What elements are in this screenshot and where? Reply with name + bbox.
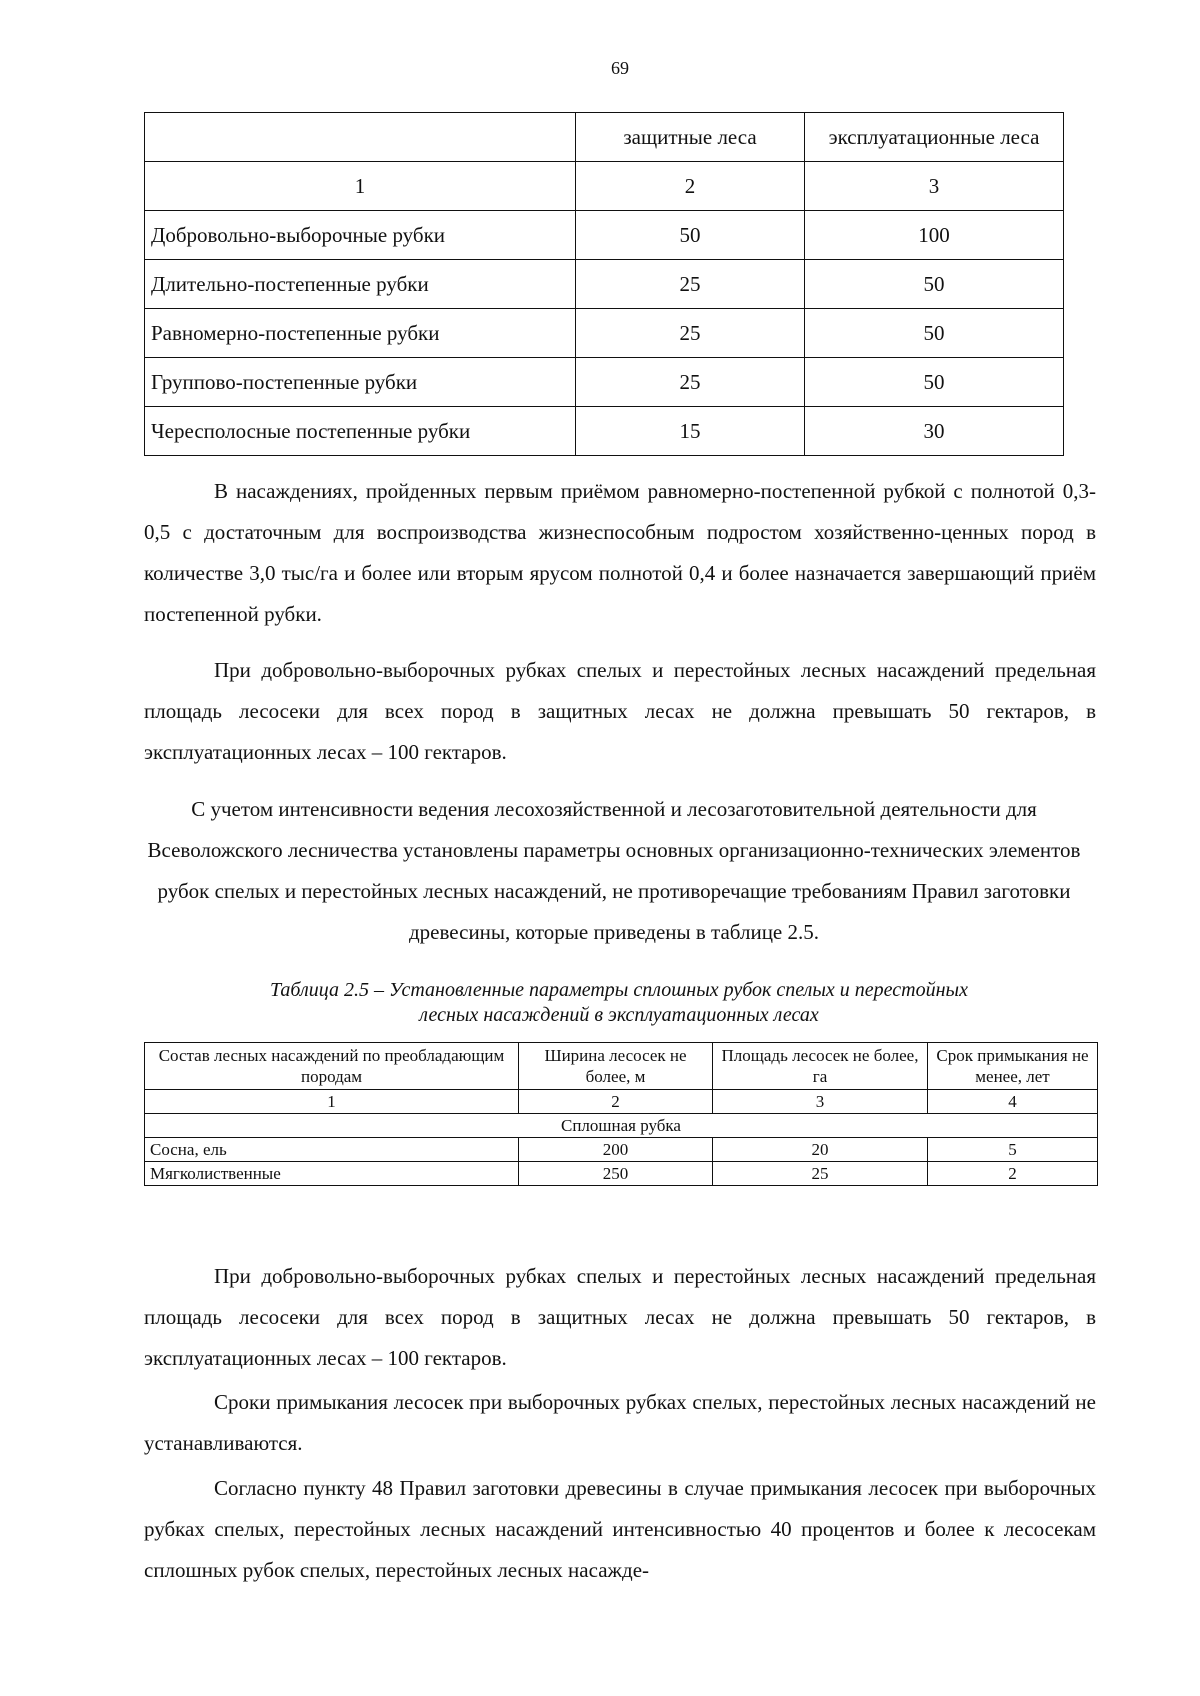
table-cell: 2 <box>576 162 805 211</box>
table-cell: Длительно-постепенные рубки <box>145 260 576 309</box>
caption-line: лесных насаждений в эксплуатационных лесах <box>419 1004 819 1026</box>
table-column-number-row <box>145 1090 1098 1114</box>
table-row <box>145 358 1064 407</box>
body-paragraph: При добровольно-выборочных рубках спелых и перестойных лесных насаждений предельная площадь лесосеки для всех пород в защитных лесах не должна превышать 50 гектаров, в эксплуатационных лесах – 100 гектаров. <box>144 658 1096 764</box>
table-cell: Равномерно-постепенные рубки <box>145 309 576 358</box>
table-cell: 100 <box>805 211 1064 260</box>
table-cell: 50 <box>805 260 1064 309</box>
table-header-cell: эксплуатационные леса <box>805 113 1064 162</box>
table-cell: Мягколиственные <box>145 1162 519 1186</box>
clearcut-parameters-table <box>144 1042 1098 1186</box>
table-cell: Сосна, ель <box>145 1138 519 1162</box>
table-cell: Группово-постепенные рубки <box>145 358 576 407</box>
table-cell: 25 <box>576 309 805 358</box>
table-cell: 1 <box>145 1090 519 1114</box>
body-paragraph: В насаждениях, пройденных первым приёмом равномерно-постепенной рубкой с полнотой 0,3-0,5 с достаточным для воспроизводства жизнеспособным подростом хозяйственно-ценных пород в количестве 3,0 тыс/га и более или вторым ярусом полнотой 0,4 и более назначается завершающий приём постепенной рубки. <box>144 479 1096 626</box>
table-cell: 3 <box>805 162 1064 211</box>
table-cell: 2 <box>928 1162 1098 1186</box>
table-cell: 15 <box>576 407 805 456</box>
table-cell: Добровольно-выборочные рубки <box>145 211 576 260</box>
table-cell: 50 <box>805 358 1064 407</box>
body-paragraph: С учетом интенсивности ведения лесохозяйственной и лесозаготовительной деятельности для Всеволожского лесничества установлены параметры основных организационно-технических элементов рубок спелых и перестойных лесных насаждений, не противоречащие требованиям Правил заготовки древесины, которые приведены в таблице 2.5. <box>147 797 1081 944</box>
body-paragraph: Сроки примыкания лесосек при выборочных рубках спелых, перестойных лесных насаждений не устанавливаются. <box>144 1390 1096 1455</box>
table-cell: 25 <box>576 260 805 309</box>
table-cell: 4 <box>928 1090 1098 1114</box>
table-cell: 1 <box>145 162 576 211</box>
table-row <box>145 260 1064 309</box>
table-caption <box>144 978 1094 1028</box>
table-header-row <box>145 1043 1098 1090</box>
table-header-cell: Состав лесных насаждений по преобладающим породам <box>145 1043 519 1090</box>
table-row <box>145 309 1064 358</box>
table-row <box>145 1138 1098 1162</box>
table-cell: 2 <box>519 1090 713 1114</box>
table-cell: 25 <box>576 358 805 407</box>
table-section-label: Сплошная рубка <box>145 1114 1098 1138</box>
table-cell: Чересполосные постепенные рубки <box>145 407 576 456</box>
table-cell: 250 <box>519 1162 713 1186</box>
table-header-cell: защитные леса <box>576 113 805 162</box>
body-paragraph: Согласно пункту 48 Правил заготовки древесины в случае примыкания лесосек при выборочных рубках спелых, перестойных лесных насаждений интенсивностью 40 процентов и более к лесосекам сплошных рубок спелых, перестойных лесных насажде- <box>144 1476 1096 1582</box>
table-header-cell: Площадь лесосек не более, га <box>713 1043 928 1090</box>
table-section-row <box>145 1114 1098 1138</box>
table-row <box>145 211 1064 260</box>
table-cell: 30 <box>805 407 1064 456</box>
table-column-number-row <box>145 162 1064 211</box>
table-cell: 25 <box>713 1162 928 1186</box>
table-row <box>145 407 1064 456</box>
cutting-area-table <box>144 112 1064 456</box>
table-cell: 200 <box>519 1138 713 1162</box>
table-cell: 5 <box>928 1138 1098 1162</box>
table-cell: 3 <box>713 1090 928 1114</box>
body-paragraph: При добровольно-выборочных рубках спелых и перестойных лесных насаждений предельная площадь лесосеки для всех пород в защитных лесах не должна превышать 50 гектаров, в эксплуатационных лесах – 100 гектаров. <box>144 1264 1096 1370</box>
table-header-cell: Ширина лесосек не более, м <box>519 1043 713 1090</box>
page-number: 69 <box>611 58 629 78</box>
table-header-row <box>145 113 1064 162</box>
table-header-cell: Срок примыкания не менее, лет <box>928 1043 1098 1090</box>
table-header-cell <box>145 113 576 162</box>
table-row <box>145 1162 1098 1186</box>
table-cell: 50 <box>805 309 1064 358</box>
table-cell: 20 <box>713 1138 928 1162</box>
caption-line: Таблица 2.5 – Установленные параметры сплошных рубок спелых и перестойных <box>270 979 968 1001</box>
table-cell: 50 <box>576 211 805 260</box>
